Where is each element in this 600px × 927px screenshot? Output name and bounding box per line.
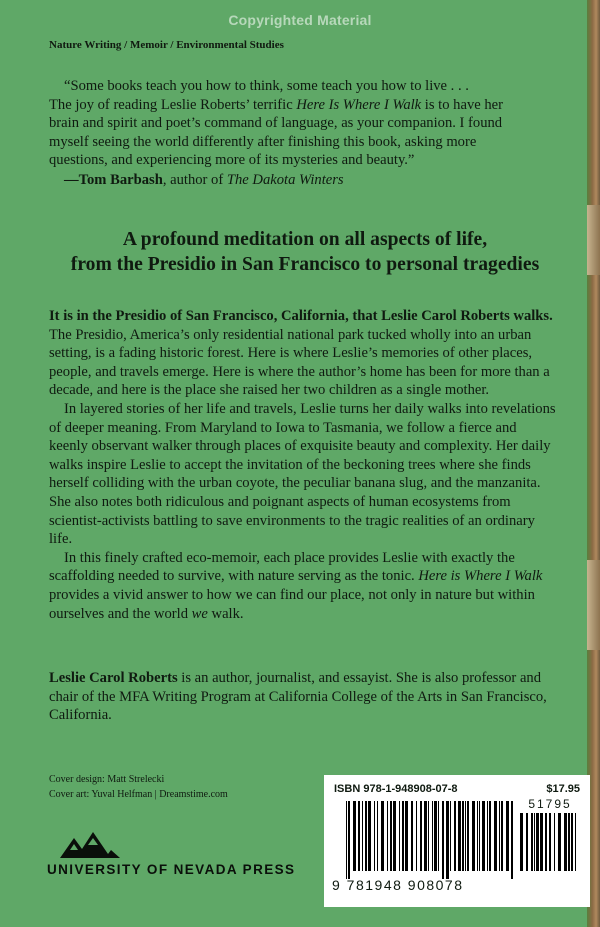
description-paragraph-1: [49, 307, 557, 400]
barcode-bar: [482, 801, 485, 871]
quote-opening: “Some books teach you how to think, some teach you how to live . . .: [64, 78, 469, 94]
headline: [40, 228, 570, 277]
barcode-bar: [442, 801, 444, 879]
barcode-bar: [424, 801, 427, 871]
barcode-bar: [402, 801, 404, 871]
cover-design-credit: Cover design: Matt Strelecki: [49, 774, 165, 785]
quote-attribution: [64, 171, 535, 190]
barcode-bar: [362, 801, 363, 871]
barcode-bar: [377, 801, 378, 871]
isbn-number: ISBN 978-1-948908-07-8: [334, 783, 458, 795]
barcode-bar: [374, 801, 375, 871]
description-text: The Presidio, America’s only residential national park tucked wholly into an urban setting, is a fading historic forest. Here is where Leslie’s memories of other places, people, and travels emerge. Here is where the author’s home has been for more than a decade, and here is the place she raised her two children as a single mother.: [49, 326, 550, 399]
spine-highlight: [587, 205, 600, 275]
barcode-bar: [506, 801, 509, 871]
description-text: walk.: [207, 605, 244, 622]
barcode-bar: [434, 801, 437, 871]
barcode-bar: [399, 801, 400, 871]
spine-highlight: [587, 560, 600, 650]
barcode-bar: [353, 801, 356, 871]
description-lead: It is in the Presidio of San Francisco, California, that Leslie Carol Roberts walks.: [49, 308, 553, 324]
barcode-bar: [526, 813, 528, 871]
endorsement-quote: [49, 77, 535, 190]
author-bio-body: is an author, journalist, and essayist. She is also professor and chair of the MFA Writing Program at California College of the Arts in San Francisco, California.: [49, 670, 547, 724]
barcode-bar: [487, 801, 488, 871]
quote-author: —Tom Barbash: [64, 171, 163, 188]
barcode-bar: [368, 801, 371, 871]
quote-body: The joy of reading Leslie Roberts’ terrific: [49, 96, 297, 113]
barcode-bar: [381, 801, 384, 871]
barcode-bar: [428, 801, 429, 871]
addon-barcode-bars: [520, 813, 580, 879]
isbn-line: [334, 783, 580, 795]
quote-author-of: , author of: [162, 171, 227, 188]
addon-number: 51795: [528, 797, 572, 811]
barcode-bar: [454, 801, 456, 871]
publisher-logo: [47, 832, 317, 877]
barcode-bar: [458, 801, 461, 871]
barcode-bar: [501, 801, 503, 871]
barcode-bar: [568, 813, 570, 871]
description-paragraph-3: [49, 549, 557, 623]
barcode-bar: [465, 801, 466, 871]
barcode-bar: [390, 801, 392, 871]
barcode-bar: [536, 813, 539, 871]
barcode-bar: [416, 801, 417, 871]
headline-line-2: from the Presidio in San Francisco to personal tragedies: [70, 253, 540, 275]
barcode-bar: [477, 801, 478, 871]
barcode-bar: [346, 801, 347, 879]
barcode-bar: [405, 801, 408, 871]
barcode-bar: [540, 813, 543, 871]
barcode-bar: [365, 801, 367, 871]
barcode-bar: [450, 801, 451, 871]
quote-body-end: is to have her brain and spirit and poet’s command of language, as your companion. I found myself seeing the world differently after finishing this book, asking more questions, and experiencing more of its mysteries and beauty.”: [49, 96, 504, 169]
barcode-bar: [520, 813, 523, 871]
description-book-title: Here is Where I Walk: [418, 568, 543, 585]
author-bio-text: [49, 669, 559, 725]
watermark: Copyrighted Material: [228, 12, 372, 28]
barcode-bar: [358, 801, 360, 871]
barcode-bar: [479, 801, 480, 871]
barcode-bar: [348, 801, 350, 879]
barcode-bar: [511, 801, 513, 879]
quote-text: [49, 77, 535, 170]
description-text: provides a vivid answer to how we can find our place, not only in nature but within ourselves and the world: [49, 586, 535, 622]
barcode-bar: [494, 801, 497, 871]
barcode-bar: [489, 801, 491, 871]
barcode-bar: [446, 801, 449, 879]
barcode-bar: [387, 801, 388, 871]
ean-number: 9 781948 908078: [332, 877, 464, 893]
quote-author-book: The Dakota Winters: [226, 171, 344, 188]
cover-credits: [49, 772, 228, 802]
barcode-bar: [462, 801, 464, 871]
author-bio: [49, 669, 559, 725]
description-text: In this finely crafted eco-memoir, each place provides Leslie with exactly the scaffolding needed to survive, with nature serving as the tonic.: [49, 549, 515, 585]
barcode-bar: [432, 801, 433, 871]
quote-book-title: Here Is Where I Walk: [296, 96, 422, 113]
barcode-bar: [438, 801, 439, 871]
barcode-bar: [472, 801, 475, 871]
barcode-bar: [564, 813, 567, 871]
barcode-bar: [558, 813, 561, 871]
publisher-name: UNIVERSITY OF NEVADA PRESS: [47, 862, 296, 877]
barcode-bar: [545, 813, 547, 871]
cover-art-credit: Cover art: Yuval Helfman | Dreamstime.com: [49, 789, 228, 800]
barcode-bar: [554, 813, 555, 871]
barcode-bar: [467, 801, 469, 871]
isbn-barcode: [324, 775, 590, 907]
category-label: Nature Writing / Memoir / Environmental Studies: [49, 39, 284, 51]
barcode-bar: [420, 801, 422, 871]
headline-line-1: A profound meditation on all aspects of life,: [122, 229, 488, 250]
barcode-bar: [534, 813, 535, 871]
description-paragraph-2: In layered stories of her life and travels, Leslie turns her daily walks into revelations of deeper meaning. From Maryland to Iowa to Tasmania, we follow a fierce and keenly observant walker through places of exquisite beauty and complexity. Her daily walks inspire Leslie to accept the invitation of the beckoning trees where she finds herself colliding with the urban coyote, the peculiar banana slug, and the manzanita. She also notes both ridiculous and poignant aspects of human ecosystems from scientist-activists battling to save environments to the tragic realities of an ordinary life.: [49, 400, 556, 548]
description: [49, 307, 557, 623]
barcode-bar: [499, 801, 500, 871]
barcode-bar: [531, 813, 533, 871]
barcode-bar: [571, 813, 573, 871]
barcode-bar: [411, 801, 413, 871]
barcode-bar: [575, 813, 576, 871]
description-emphasis: we: [191, 605, 208, 622]
barcode-bars: [346, 801, 514, 879]
barcode-bar: [393, 801, 396, 871]
author-name: Leslie Carol Roberts: [49, 670, 178, 686]
barcode-bar: [549, 813, 551, 871]
mountains-icon: [60, 832, 120, 858]
price: $17.95: [546, 783, 580, 795]
